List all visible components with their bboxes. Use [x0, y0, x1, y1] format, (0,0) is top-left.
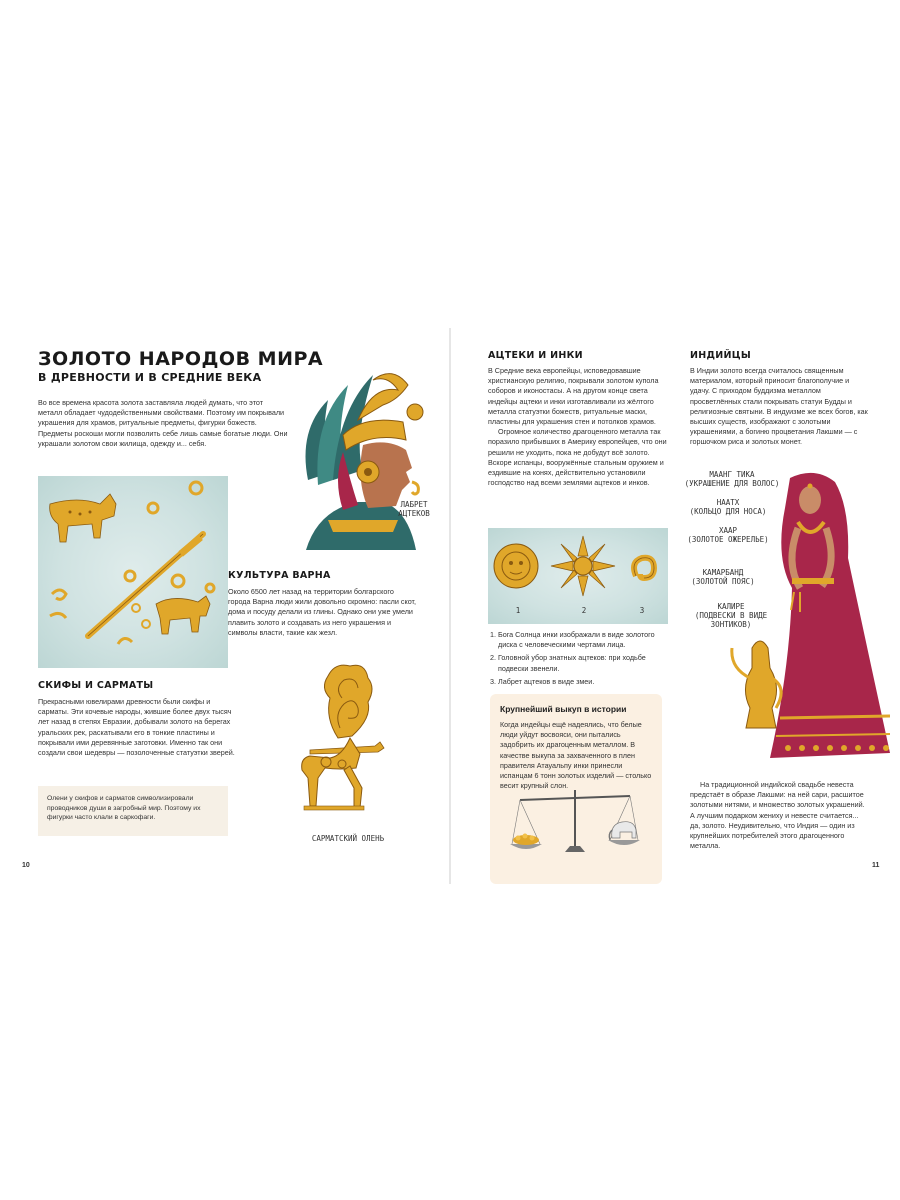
- list-item: 3. Лабрет ацтеков в виде змеи.: [498, 677, 668, 687]
- page-number-right: 11: [872, 862, 880, 869]
- aztecs-text: В Средние века европейцы, исповедовавшие христианскую религию, покрывали золотом купола соборов и иконостасы. А на другом конце света индейцы ацтеки и инки изготавливали из жёлтого металла статуэтки божеств, ритуальные маски, пластины для украшения стен и потолков храмов. Огромное количество драгоценного металла так поразило прибывших в Америку европейцев, что они решили не уходить, пока не добудут всё золото. Вскоре испанцы, вооружённые стальным оружием и ездившие на конях, действительно установили господство над всеми землями ацтеков и инков.: [488, 366, 667, 488]
- intro-text: Во все времена красота золота заставляла людей думать, что этот металл обладает чудодейственными свойствами. Поэтому им покрывали украшения для храмов, ритуальные предметы, фигурки божеств. Предметы роскоши могли позволить себе лишь самые богатые люди. Они украшали золотом свои жилища, одежду и... себя.: [38, 398, 288, 448]
- label-maang-tika: МААНГ ТИКА (УКРАШЕНИЕ ДЛЯ ВОЛОС): [684, 470, 780, 488]
- aztec-warrior-image: [288, 360, 438, 560]
- aztec-warrior-illustration: [288, 360, 438, 560]
- artifact-number-1: 1: [515, 606, 521, 615]
- inca-artifacts-illustration: [488, 528, 668, 624]
- india-text: В Индии золото всегда считалось священным материалом, который приносит благополучие и удачу. С приходом буддизма металлом просветлённых стали покрывать статуи Будды и религиозные святыни. В индуизме же всех богов, как высших существ, изображают с золотыми украшениями, а богиню процветания Лакшми — с горшочком риса и золотых монет.: [690, 366, 868, 447]
- label-kalire: КАЛИРЕ (ПОДВЕСКИ В ВИДЕ ЗОНТИКОВ): [694, 602, 768, 629]
- artifact-list: [488, 630, 668, 690]
- label-kamarband: КАМАРБАНД (ЗОЛОТОЙ ПОЯС): [691, 568, 755, 586]
- scythians-heading: СКИФЫ И САРМАТЫ: [38, 680, 154, 691]
- page-title: ЗОЛОТО НАРОДОВ МИРА: [38, 348, 324, 370]
- right-page: [450, 328, 892, 884]
- wedding-text: На традиционной индийской свадьбе невеста предстаёт в образе Лакшми: на ней сари, расшитое золотыми нитями, и множество золотых украшений. А лучшим подарком жениху и невесте считается... да, золото. Неудивительно, что Индия — один из крупнейших потребителей этого драгоценного металла.: [690, 780, 865, 851]
- india-heading: ИНДИЙЦЫ: [690, 350, 752, 361]
- left-page: [8, 328, 450, 884]
- label-naath: НААТХ (КОЛЬЦО ДЛЯ НОСА): [689, 498, 767, 516]
- varna-heading: КУЛЬТУРА ВАРНА: [228, 570, 331, 581]
- deer-note-box: [38, 786, 228, 836]
- varna-gold-artifacts: [38, 476, 228, 668]
- varna-text: Около 6500 лет назад на территории болгарского города Варна люди жили довольно скромно: пасли скот, дома и посуду делали из глины. Однако они уже умели плавить золото и создавать из него украшения и символы власти, такие как жезл.: [228, 587, 417, 637]
- sarmatian-deer-image: [280, 658, 400, 833]
- label-haar: ХААР (ЗОЛОТОЕ ОЖЕРЕЛЬЕ): [687, 526, 769, 544]
- scythians-text: Прекрасными ювелирами древности были скифы и сарматы. Эти кочевые народы, жившие более двух тысяч лет назад в степях Евразии, добывали золото на берегах уральских рек, раскатывали его в тонкие пластины и покрывали ими деревянные заготовки. Именно так они создали свои шедевры — позолоченные статуэтки зверей.: [38, 697, 235, 758]
- aztecs-heading: АЦТЕКИ И ИНКИ: [488, 350, 583, 361]
- list-item: 2. Головной убор знатных ацтеков: при ходьбе подвески звенели.: [498, 653, 668, 673]
- page-number-left: 10: [22, 862, 30, 869]
- ransom-heading: Крупнейший выкуп в истории: [500, 704, 627, 714]
- deer-caption: САРМАТСКИЙ ОЛЕНЬ: [311, 834, 385, 843]
- list-item: 1. Бога Солнца инки изображали в виде золотого диска с человеческими чертами лица.: [498, 630, 668, 650]
- varna-artifacts-illustration: [38, 476, 228, 668]
- book-spread: [8, 328, 892, 884]
- ransom-box: [490, 694, 662, 884]
- inca-gold-artifacts: [488, 528, 668, 608]
- sarmatian-deer-illustration: [280, 658, 400, 833]
- golden-teapot-image: [730, 628, 790, 738]
- ransom-text: Когда индейцы ещё надеялись, что белые люди уйдут восвояси, они пытались задобрить их драгоценным металлом. В качестве выкупа за захваченного в плен правителя Атауальпу инки принесли испанцам 6 тонн золотых изделий — столько весит крупный слон.: [500, 720, 652, 791]
- deer-note: Олени у скифов и сарматов символизировали проводников души в загробный мир. Поэтому их фигурки часто клали в саркофаги.: [47, 795, 201, 821]
- page-subtitle: В ДРЕВНОСТИ И В СРЕДНИЕ ВЕКА: [38, 371, 262, 384]
- scales-illustration: [510, 786, 640, 864]
- artifact-number-3: 3: [639, 606, 645, 615]
- labret-caption: ЛАБРЕТ АЦТЕКОВ: [398, 500, 430, 518]
- artifact-number-2: 2: [581, 606, 587, 615]
